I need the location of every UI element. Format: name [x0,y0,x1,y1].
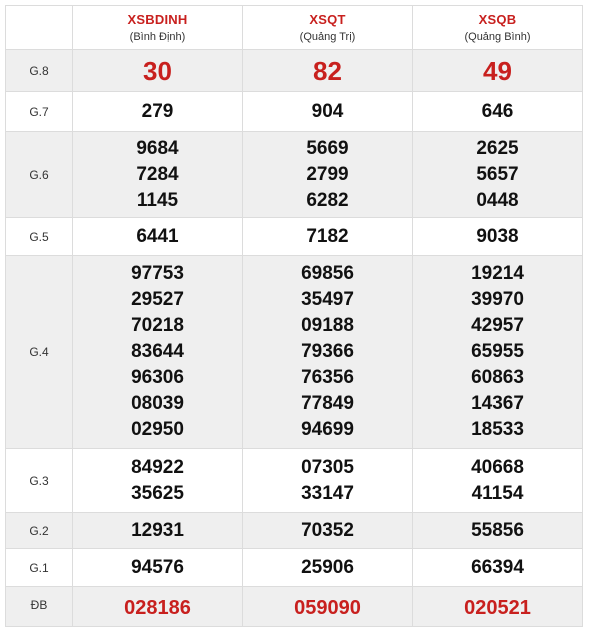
prize-number: 84922 [131,456,184,478]
result-cell [73,50,243,92]
prize-label: G.2 [6,513,73,549]
prize-label: G.8 [6,50,73,92]
prize-number: 55856 [471,519,524,541]
prize-label: G.1 [6,549,73,587]
prize-number: 35497 [301,289,354,310]
prize-number: 5657 [476,163,519,185]
prize-label: G.7 [6,92,73,132]
result-cell [243,92,413,132]
prize-row-g2 [6,513,583,549]
prize-number: 6441 [136,225,179,247]
result-cell [73,513,243,549]
prize-label: G.5 [6,218,73,256]
prize-label: G.6 [6,132,73,218]
lottery-results-table [5,5,583,627]
prize-number: 7182 [306,225,349,247]
prize-number: 35625 [131,482,184,504]
prize-number: 29527 [131,289,184,310]
prize-row-g8 [6,50,583,92]
province-name: (Quảng Trị) [299,30,356,43]
result-cell [413,587,583,627]
prize-number: 60863 [471,367,524,388]
province-code[interactable]: XSBDINH [127,11,188,27]
prize-number: 30 [143,55,172,86]
prize-number: 0448 [476,189,519,211]
prize-number: 40668 [471,456,524,478]
result-cell [73,549,243,587]
prize-label: G.4 [6,256,73,449]
prize-number: 97753 [131,263,184,284]
prize-number: 76356 [301,367,354,388]
prize-row-special [6,587,583,627]
prize-number: 25906 [301,556,354,578]
prize-number: 94576 [131,556,184,578]
result-cell [243,513,413,549]
result-cell [413,256,583,449]
prize-number: 9038 [476,225,519,247]
result-cell [413,132,583,218]
special-prize-number: 020521 [464,597,531,619]
prize-label: ĐB [6,587,73,627]
header-corner [6,6,73,50]
result-cell [413,218,583,256]
prize-number: 279 [141,100,174,122]
prize-number: 96306 [131,367,184,388]
prize-number: 70352 [301,519,354,541]
province-header[interactable] [73,6,243,50]
province-code[interactable]: XSQB [478,11,517,27]
prize-row-g1 [6,549,583,587]
prize-number: 79366 [301,341,354,362]
prize-number: 69856 [301,263,354,284]
prize-number: 18533 [471,419,524,440]
result-cell [73,256,243,449]
prize-row-g5 [6,218,583,256]
province-name: (Bình Định) [129,30,186,43]
result-cell [243,132,413,218]
province-name: (Quảng Bình) [464,30,531,43]
prize-number: 9684 [136,137,179,159]
result-cell [243,587,413,627]
prize-number: 14367 [471,393,524,414]
prize-number: 65955 [471,341,524,362]
prize-number: 5669 [306,137,349,159]
result-cell [243,218,413,256]
province-header[interactable] [243,6,413,50]
prize-number: 09188 [301,315,354,336]
province-header[interactable] [413,6,583,50]
prize-number: 07305 [301,456,354,478]
result-cell [413,449,583,513]
result-cell [413,50,583,92]
result-cell [73,132,243,218]
result-cell [413,92,583,132]
prize-number: 94699 [301,419,354,440]
result-cell [73,92,243,132]
prize-number: 6282 [306,189,349,211]
prize-number: 82 [313,55,342,86]
header-row [6,6,583,50]
prize-number: 83644 [131,341,184,362]
prize-number: 49 [483,55,512,86]
result-cell [243,50,413,92]
prize-number: 904 [311,100,344,122]
prize-number: 19214 [471,263,524,284]
prize-row-g6 [6,132,583,218]
result-cell [243,549,413,587]
special-prize-number: 059090 [294,597,361,619]
result-cell [243,449,413,513]
province-code[interactable]: XSQT [309,11,346,27]
special-prize-number: 028186 [124,597,191,619]
prize-number: 2799 [306,163,349,185]
prize-number: 41154 [471,482,524,504]
prize-number: 66394 [471,556,524,578]
prize-number: 7284 [136,163,179,185]
prize-label: G.3 [6,449,73,513]
prize-number: 39970 [471,289,524,310]
prize-number: 77849 [301,393,354,414]
result-cell [413,549,583,587]
prize-number: 12931 [131,519,184,541]
prize-row-g4 [6,256,583,449]
prize-row-g7 [6,92,583,132]
prize-number: 08039 [131,393,184,414]
prize-row-g3 [6,449,583,513]
result-cell [243,256,413,449]
prize-number: 1145 [136,189,179,211]
prize-number: 33147 [301,482,354,504]
prize-number: 02950 [131,419,184,440]
prize-number: 646 [481,100,514,122]
result-cell [73,218,243,256]
prize-number: 70218 [131,315,184,336]
result-cell [73,587,243,627]
result-cell [73,449,243,513]
prize-number: 42957 [471,315,524,336]
result-cell [413,513,583,549]
prize-number: 2625 [476,137,519,159]
